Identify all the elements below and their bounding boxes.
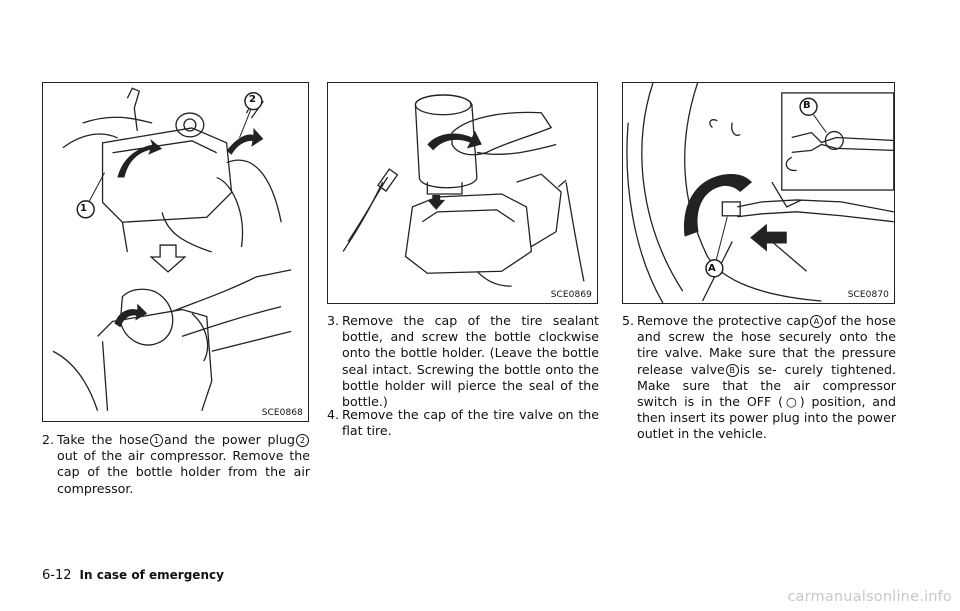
callout-a: A bbox=[810, 315, 823, 328]
step-number: 5. bbox=[622, 313, 635, 328]
figure-code: SCE0869 bbox=[550, 290, 592, 300]
step-text: Remove the cap of the tire sealant bottle, and screw the bottle clockwise onto the bottle holder. (Leave the bottle seal intact. Screwing the bottle onto the bottle holder will pierce the seal of the bottle.) bbox=[342, 313, 599, 410]
step-text: Take the hose 1 and the power plug 2out of the air compressor. Remove the cap of the bottle holder from the air compressor. bbox=[57, 432, 310, 496]
callout-2: 2 bbox=[296, 434, 309, 447]
step-number: 3. bbox=[327, 313, 340, 328]
figure-sce0868 bbox=[42, 82, 309, 422]
step-number: 4. bbox=[327, 407, 340, 422]
step-text: Remove the cap of the tire valve on the flat tire. bbox=[342, 407, 599, 439]
step-4 bbox=[327, 407, 599, 439]
figure-code: SCE0870 bbox=[847, 290, 889, 300]
figure-label-2: 2 bbox=[249, 94, 256, 105]
step-text: Remove the protective cap A of the hose and screw the hose securely onto the tire valve. Make sure that the pressure release valve B is se- curely tightened. Make sure that the air compressor switch is in the OFF (○) position, and then insert its power plug into the power outlet in the vehicle. bbox=[637, 313, 897, 442]
step-5 bbox=[622, 313, 896, 443]
figure-label-b: B bbox=[803, 100, 811, 111]
figure-code: SCE0868 bbox=[261, 408, 303, 418]
figure-label-a: A bbox=[708, 263, 716, 274]
page-number: 6-12 bbox=[42, 568, 72, 583]
callout-1: 1 bbox=[150, 434, 163, 447]
off-symbol: ○ bbox=[783, 394, 800, 410]
step-3 bbox=[327, 313, 599, 410]
step-2 bbox=[42, 432, 310, 497]
tire-valve-hose-illustration bbox=[623, 83, 894, 303]
step-number: 2. bbox=[42, 432, 55, 447]
figure-sce0869 bbox=[327, 82, 598, 304]
section-title: In case of emergency bbox=[79, 568, 224, 582]
figure-sce0870 bbox=[622, 82, 895, 304]
figure-label-1: 1 bbox=[80, 203, 87, 214]
watermark: carmanualsonline.info bbox=[787, 589, 952, 605]
page-footer bbox=[42, 568, 224, 583]
hose-and-plug-illustration bbox=[43, 83, 308, 421]
callout-b: B bbox=[726, 364, 739, 377]
tire-sealant-bottle-illustration bbox=[328, 83, 597, 303]
